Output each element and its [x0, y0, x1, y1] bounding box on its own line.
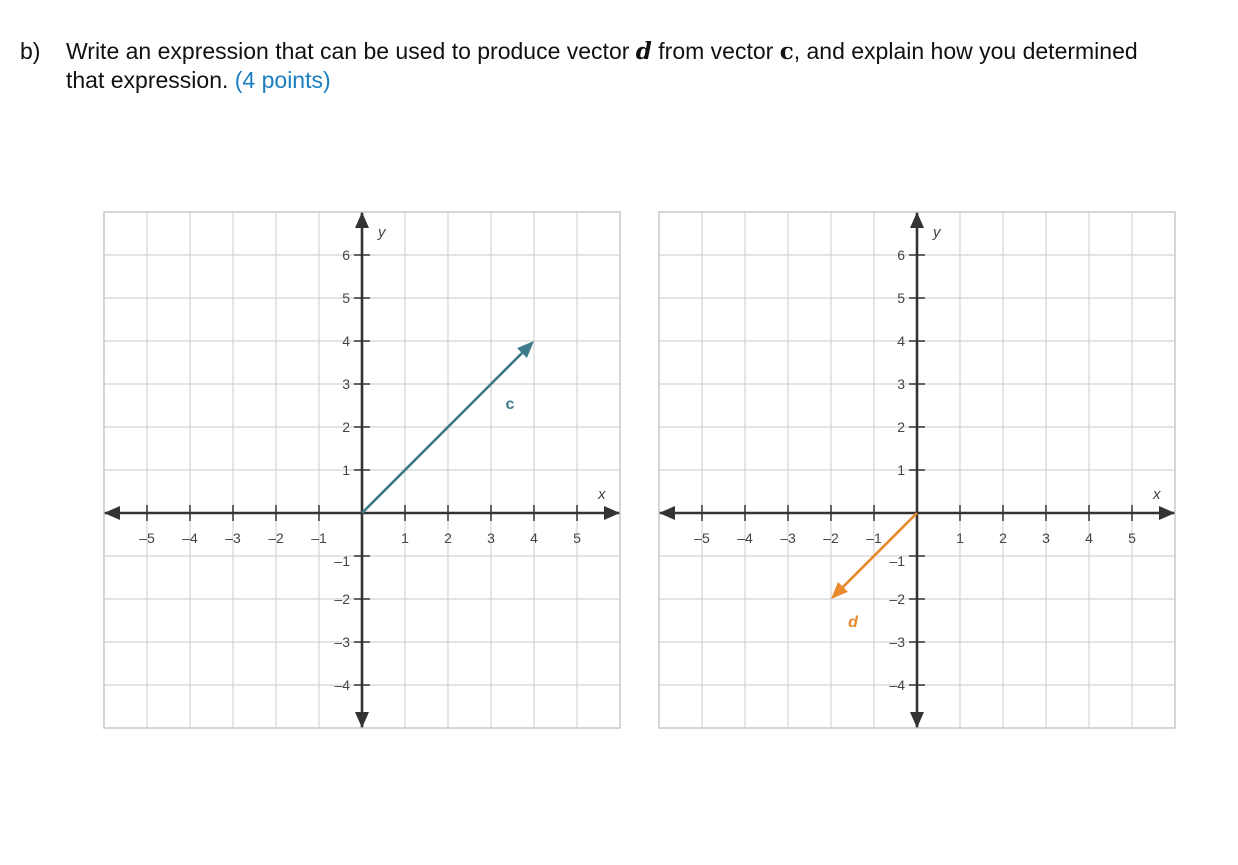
x-tick-label: 5	[573, 530, 581, 546]
vector-c-line	[362, 353, 522, 513]
y-tick-label: –3	[334, 634, 350, 650]
y-axis-arrow-up	[355, 212, 369, 228]
x-tick-label: 1	[956, 530, 964, 546]
y-tick-label: –4	[334, 677, 350, 693]
x-tick-label: 4	[530, 530, 538, 546]
x-tick-label: –4	[737, 530, 753, 546]
y-tick-label: –2	[889, 591, 905, 607]
question-part-1: Write an expression that can be used to produce vector	[66, 38, 636, 64]
x-tick-label: –1	[866, 530, 882, 546]
question-part-2: from vector	[651, 38, 780, 64]
x-axis-arrow-left	[104, 506, 120, 520]
vector-c-name: c	[779, 38, 794, 65]
y-axis-arrow-up	[910, 212, 924, 228]
x-tick-label: 2	[999, 530, 1007, 546]
x-tick-label: 5	[1128, 530, 1136, 546]
points-value: (4 points)	[234, 67, 331, 93]
graph-right	[647, 195, 1187, 735]
y-tick-label: –2	[334, 591, 350, 607]
x-axis-label: x	[1153, 486, 1161, 503]
y-tick-label: 4	[342, 333, 350, 349]
graph-left	[92, 195, 632, 735]
x-axis-arrow-right	[1159, 506, 1175, 520]
x-axis-arrow-left	[659, 506, 675, 520]
y-tick-label: 3	[342, 376, 350, 392]
y-tick-label: 3	[897, 376, 905, 392]
y-tick-label: 5	[342, 290, 350, 306]
y-axis-arrow-down	[355, 712, 369, 728]
x-tick-label: –2	[823, 530, 839, 546]
vector-d-name: d	[635, 38, 652, 65]
y-tick-label: 6	[897, 247, 905, 263]
x-axis-label: x	[598, 486, 606, 503]
x-tick-label: –1	[311, 530, 327, 546]
y-tick-label: 2	[342, 419, 350, 435]
y-tick-label: 1	[897, 462, 905, 478]
y-tick-label: –4	[889, 677, 905, 693]
x-tick-label: –2	[268, 530, 284, 546]
y-tick-label: –3	[889, 634, 905, 650]
question-part-3: , and explain how you determined that expression.	[66, 38, 1138, 93]
x-tick-label: 3	[487, 530, 495, 546]
x-tick-label: –5	[139, 530, 155, 546]
y-tick-label: 4	[897, 333, 905, 349]
y-tick-label: 2	[897, 419, 905, 435]
question-body	[66, 37, 1156, 95]
vector-c-label: c	[505, 396, 515, 413]
y-axis-label: y	[933, 224, 941, 241]
x-tick-label: –4	[182, 530, 198, 546]
y-tick-label: –1	[334, 553, 350, 569]
vector-d-line	[843, 513, 917, 587]
x-tick-label: –5	[694, 530, 710, 546]
y-tick-label: 5	[897, 290, 905, 306]
y-axis-arrow-down	[910, 712, 924, 728]
x-tick-label: 2	[444, 530, 452, 546]
vector-d-label: d	[848, 614, 858, 631]
x-tick-label: 4	[1085, 530, 1093, 546]
x-tick-label: 3	[1042, 530, 1050, 546]
question-label: b)	[20, 38, 41, 64]
y-axis-label: y	[378, 224, 386, 241]
y-tick-label: –1	[889, 553, 905, 569]
x-axis-arrow-right	[604, 506, 620, 520]
y-tick-label: 1	[342, 462, 350, 478]
x-tick-label: –3	[225, 530, 241, 546]
y-tick-label: 6	[342, 247, 350, 263]
x-tick-label: 1	[401, 530, 409, 546]
x-tick-label: –3	[780, 530, 796, 546]
